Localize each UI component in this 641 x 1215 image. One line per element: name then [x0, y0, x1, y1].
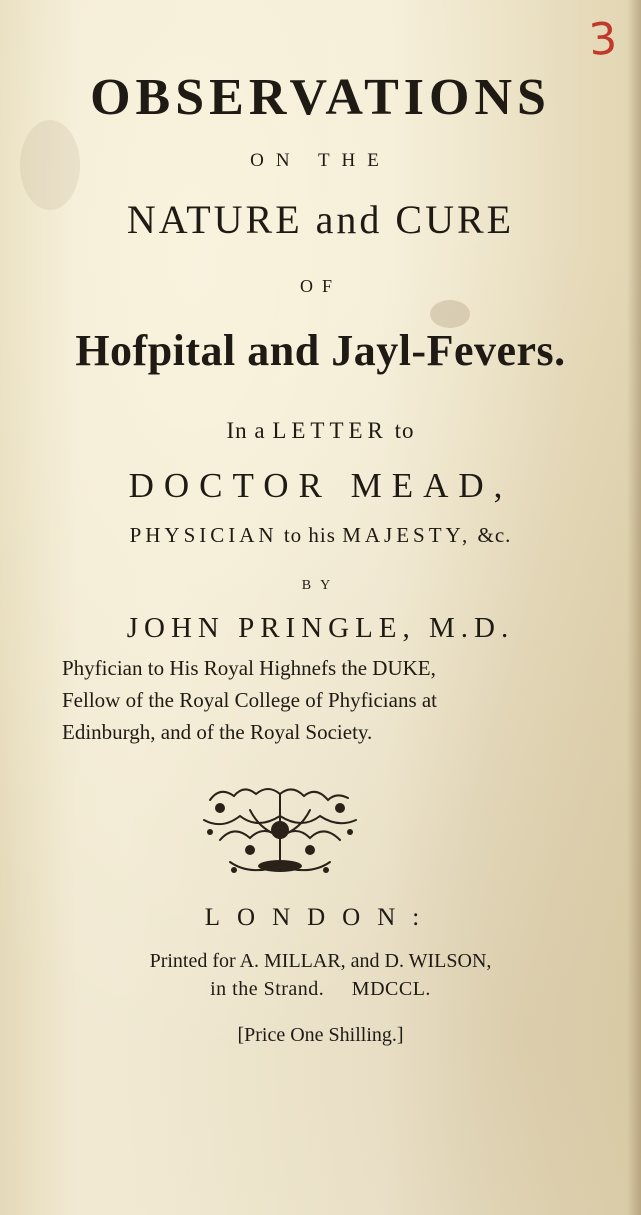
on-the-line: ON THE [250, 150, 391, 171]
recipient-title-majesty: MAJESTY, [342, 523, 472, 547]
letter-prefix: In a [226, 418, 266, 443]
affiliation-line-2: Fellow of the Royal College of Phyficians at [62, 688, 438, 712]
paper-stain [430, 300, 470, 328]
recipient-title-line [0, 523, 641, 548]
imprint-city: LONDON: [204, 904, 437, 931]
recipient-title-physician: PHYSICIAN [129, 523, 278, 547]
subject-line: Hofpital and Jayl-Fevers. [75, 326, 566, 375]
of-line: OF [299, 276, 341, 296]
letter-word: LETTER [272, 418, 388, 443]
imprint-location-date: in the Strand. MDCCL. [210, 978, 431, 1000]
letter-suffix: to [394, 418, 415, 443]
main-title: OBSERVATIONS [90, 69, 551, 126]
recipient-line: DOCTOR MEAD, [128, 466, 513, 505]
letter-line [0, 418, 641, 444]
affiliation-line-3: Edinburgh, and of the Royal Society. [62, 720, 373, 744]
recipient-title-etc: &c. [477, 523, 512, 547]
by-line: BY [301, 578, 340, 593]
affiliation-line-1: Phyfician to His Royal Highnefs the DUKE, [62, 656, 436, 680]
imprint-printers: Printed for A. MILLAR, and D. WILSON, [149, 950, 492, 972]
imprint-price: [Price One Shilling.] [237, 1024, 404, 1046]
recipient-title-to-his: to his [283, 523, 336, 547]
nature-and-cure-line: NATURE and CURE [126, 197, 515, 242]
author-line: JOHN PRINGLE, M.D. [126, 612, 515, 644]
floral-ornament [190, 780, 370, 885]
folio-number: 3 [587, 13, 619, 66]
